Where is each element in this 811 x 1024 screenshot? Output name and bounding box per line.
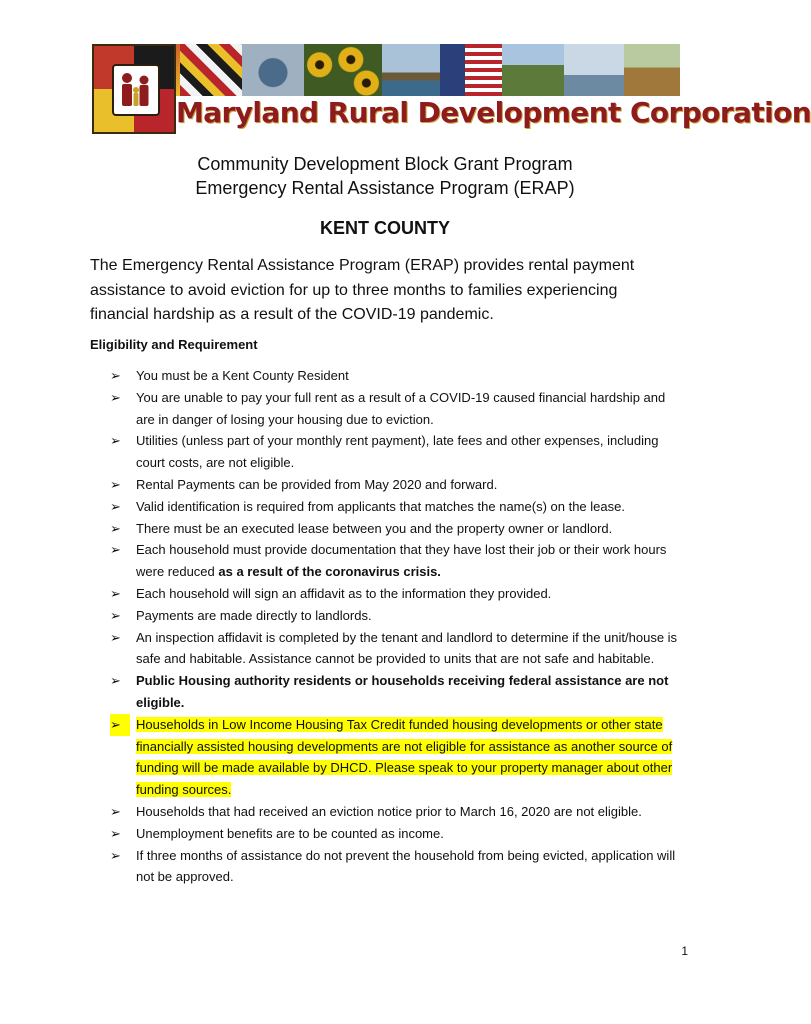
- arrow-bullet-icon: ➢: [110, 847, 121, 863]
- banner-tile-flag: [180, 44, 242, 96]
- list-item: ➢ Each household will sign an affidavit as to the information they provided.: [110, 583, 685, 605]
- banner-tile-us-flag: [440, 44, 502, 96]
- list-item: ➢ There must be an executed lease between you and the property owner or landlord.: [110, 518, 685, 540]
- program-title-line-1: Community Development Block Grant Program: [197, 154, 573, 174]
- eligibility-list: [110, 365, 685, 888]
- page-number: 1: [681, 944, 688, 958]
- header-banner: [92, 44, 811, 134]
- organization-name: Maryland Rural Development Corporation: [176, 96, 811, 129]
- list-item: ➢ Unemployment benefits are to be counted as income.: [110, 823, 685, 845]
- list-item: ➢ Utilities (unless part of your monthly rent payment), late fees and other expenses, including court costs, are not eligible.: [110, 430, 685, 474]
- list-item: ➢ You must be a Kent County Resident: [110, 365, 685, 387]
- list-item: ➢ Valid identification is required from applicants that matches the name(s) on the lease.: [110, 496, 685, 518]
- banner-tile-tractor: [502, 44, 564, 96]
- arrow-bullet-icon: ➢: [110, 433, 121, 449]
- arrow-bullet-icon: ➢: [110, 476, 121, 492]
- section-title: Eligibility and Requirement: [90, 337, 258, 352]
- highlighted-text: Households in Low Income Housing Tax Credit funded housing developments or other state financially assisted housing developments are not eligible for assistance as another source of funding will be made available by DHCD. Please speak to your property manager about other funding sources.: [136, 716, 673, 798]
- arrow-bullet-icon: ➢: [110, 607, 121, 623]
- arrow-bullet-icon: ➢: [110, 585, 121, 601]
- list-item: ➢ An inspection affidavit is completed by the tenant and landlord to determine if the unit/house is safe and habitable. Assistance cannot be provided to units that are not safe and habitable.: [110, 627, 685, 671]
- arrow-bullet-icon: ➢: [110, 673, 121, 689]
- banner-tile-farmer: [624, 44, 680, 96]
- arrow-bullet-icon: ➢: [110, 389, 121, 405]
- mrdc-logo: [92, 44, 176, 134]
- program-title-line-2: Emergency Rental Assistance Program (ERAP): [195, 178, 575, 198]
- list-item: ➢ Each household must provide documentation that they have lost their job or their work hours were reduced as a result of the coronavirus crisis.: [110, 539, 685, 583]
- list-item: ➢ You are unable to pay your full rent as a result of a COVID-19 caused financial hardship and are in danger of losing your housing due to eviction.: [110, 387, 685, 431]
- arrow-bullet-icon: ➢: [110, 803, 121, 819]
- banner-tile-crab: [242, 44, 304, 96]
- banner-tile-flowers: [304, 44, 382, 96]
- arrow-bullet-icon: ➢: [110, 520, 121, 536]
- banner-photo-strip: [92, 44, 680, 96]
- arrow-bullet-icon: ➢: [110, 629, 121, 645]
- list-item: ➢ Payments are made directly to landlords.: [110, 605, 685, 627]
- banner-tile-waterfront: [382, 44, 440, 96]
- bold-emphasis: as a result of the coronavirus crisis.: [218, 564, 441, 580]
- list-item-highlighted: [110, 714, 685, 801]
- list-item: ➢ Rental Payments can be provided from May 2020 and forward.: [110, 474, 685, 496]
- arrow-bullet-icon: ➢: [110, 498, 121, 514]
- list-item: ➢ Households that had received an eviction notice prior to March 16, 2020 are not eligible.: [110, 801, 685, 823]
- county-title: KENT COUNTY: [320, 218, 450, 238]
- arrow-bullet-icon: ➢: [110, 714, 130, 736]
- banner-tile-lighthouse: [564, 44, 624, 96]
- intro-paragraph: The Emergency Rental Assistance Program (ERAP) provides rental payment assistance to avoid eviction for up to three months to families experiencing financial hardship as a result of the COVID-19 pandemic.: [90, 257, 635, 323]
- program-heading: [0, 152, 770, 200]
- arrow-bullet-icon: ➢: [110, 368, 121, 383]
- list-item: ➢ Public Housing authority residents or households receiving federal assistance are not eligible.: [110, 670, 685, 714]
- arrow-bullet-icon: ➢: [110, 825, 121, 841]
- people-icon: [112, 64, 160, 116]
- list-item: ➢ If three months of assistance do not prevent the household from being evicted, application will not be approved.: [110, 845, 685, 889]
- arrow-bullet-icon: ➢: [110, 542, 121, 558]
